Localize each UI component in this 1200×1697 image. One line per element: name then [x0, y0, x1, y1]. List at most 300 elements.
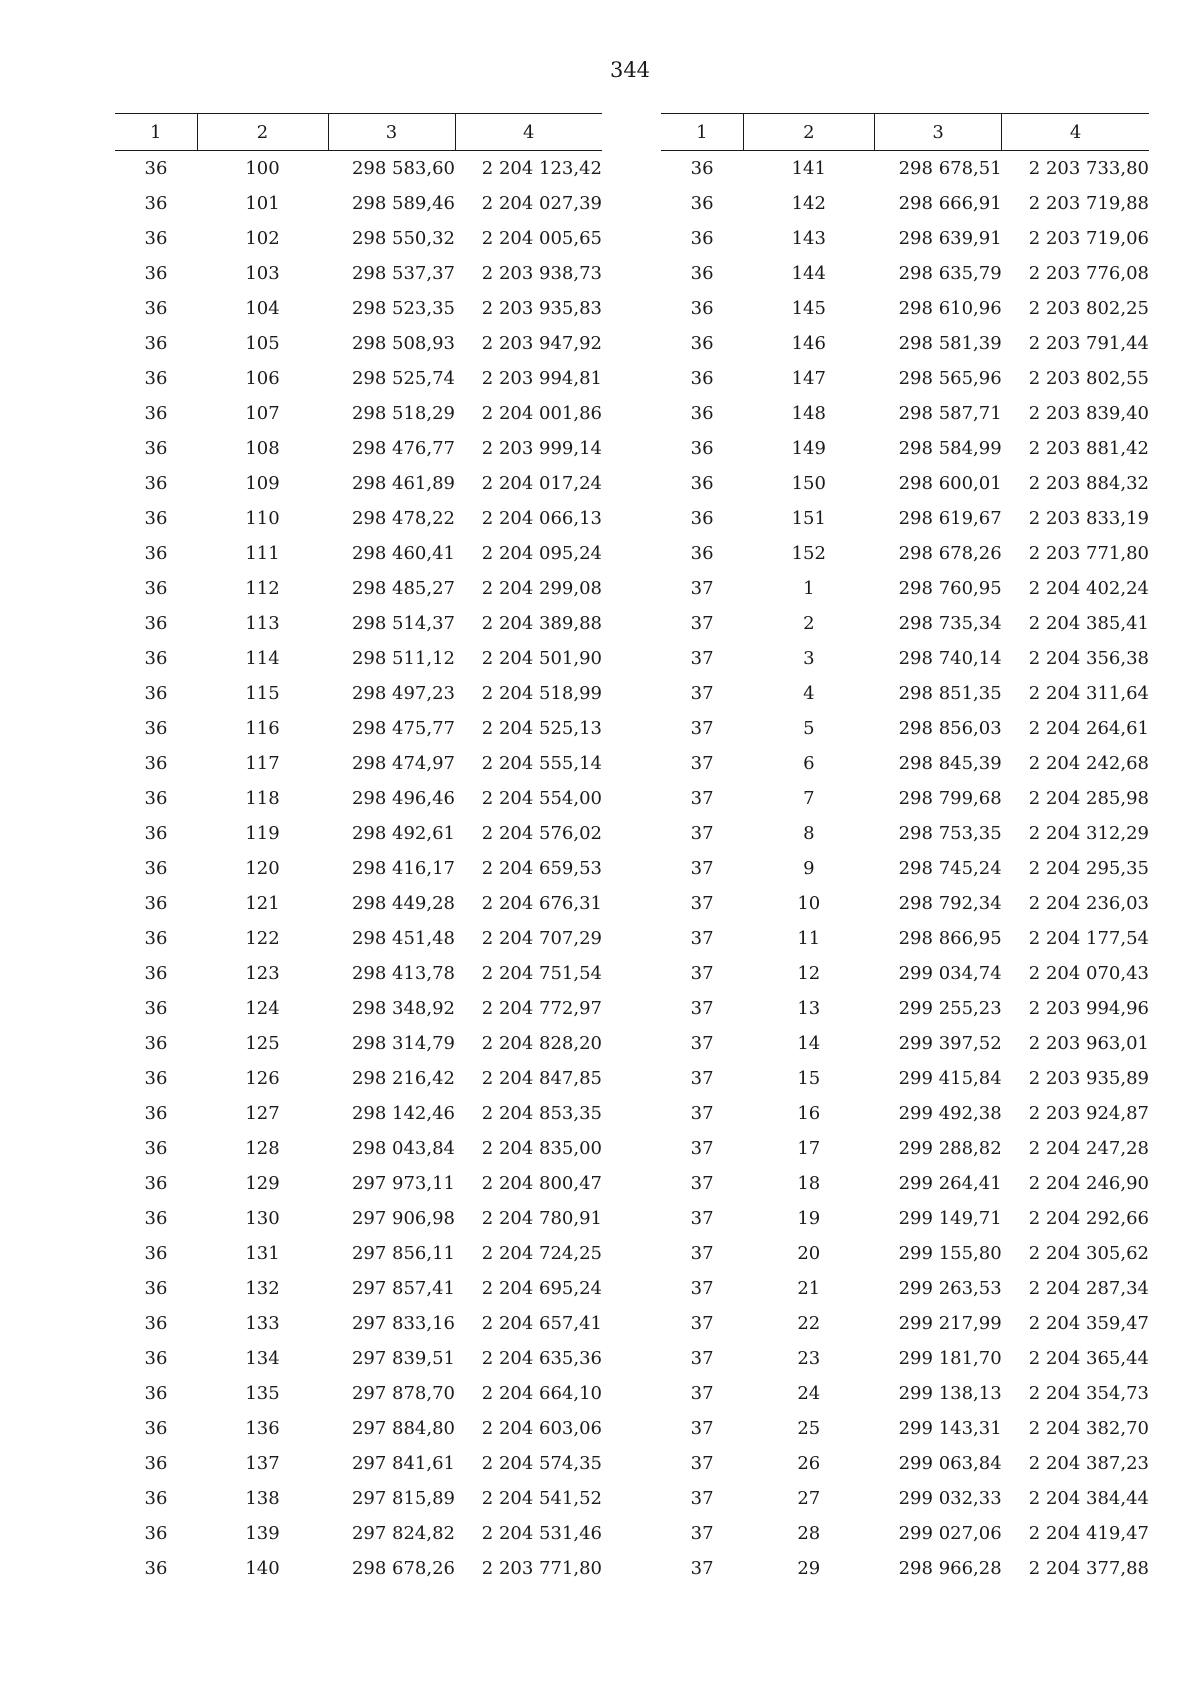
page-number: 344	[609, 58, 651, 82]
cell-col-4: 2 203 802,25	[1028, 298, 1149, 319]
cell-col-1: 36	[144, 543, 168, 564]
table-row	[661, 1551, 1149, 1586]
table-row	[115, 1236, 602, 1271]
cell-col-4: 2 204 751,54	[481, 963, 602, 984]
cell-col-2: 106	[245, 368, 280, 389]
cell-col-1: 36	[144, 473, 168, 494]
cell-col-4: 2 203 994,81	[481, 368, 602, 389]
cell-col-3: 298 461,89	[351, 473, 455, 494]
cell-col-3: 297 839,51	[351, 1348, 455, 1369]
cell-col-1: 37	[690, 998, 714, 1019]
cell-col-4: 2 203 935,83	[481, 298, 602, 319]
cell-col-4: 2 203 771,80	[481, 1558, 602, 1579]
table-row	[661, 466, 1149, 501]
cell-col-4: 2 204 005,65	[481, 228, 602, 249]
cell-col-4: 2 204 555,14	[481, 753, 602, 774]
cell-col-2: 3	[803, 648, 815, 669]
cell-col-2: 132	[245, 1278, 280, 1299]
cell-col-1: 36	[144, 928, 168, 949]
cell-col-3: 298 600,01	[898, 473, 1002, 494]
cell-col-2: 143	[791, 228, 826, 249]
table-row	[661, 571, 1149, 606]
cell-col-3: 298 845,39	[898, 753, 1002, 774]
cell-col-4: 2 204 382,70	[1028, 1418, 1149, 1439]
cell-col-2: 27	[797, 1488, 821, 1509]
cell-col-3: 298 745,24	[898, 858, 1002, 879]
table-row	[115, 851, 602, 886]
cell-col-3: 299 263,53	[898, 1278, 1002, 1299]
table-row	[115, 1376, 602, 1411]
cell-col-4: 2 204 311,64	[1028, 683, 1149, 704]
table-row	[661, 536, 1149, 571]
cell-col-3: 299 415,84	[898, 1068, 1002, 1089]
table-row	[661, 1236, 1149, 1271]
cell-col-2: 18	[797, 1173, 821, 1194]
table-row	[661, 886, 1149, 921]
cell-col-3: 298 496,46	[351, 788, 455, 809]
table-row	[115, 466, 602, 501]
cell-col-2: 5	[803, 718, 815, 739]
cell-col-1: 36	[144, 508, 168, 529]
cell-col-2: 2	[803, 613, 815, 634]
cell-col-2: 105	[245, 333, 280, 354]
cell-col-4: 2 203 935,89	[1028, 1068, 1149, 1089]
cell-col-4: 2 204 724,25	[481, 1243, 602, 1264]
cell-col-3: 298 635,79	[898, 263, 1002, 284]
cell-col-4: 2 204 177,54	[1028, 928, 1149, 949]
cell-col-1: 36	[144, 368, 168, 389]
cell-col-1: 37	[690, 1383, 714, 1404]
cell-col-2: 10	[797, 893, 821, 914]
table-row	[661, 1376, 1149, 1411]
cell-col-2: 124	[245, 998, 280, 1019]
cell-col-1: 36	[690, 193, 714, 214]
table-row	[661, 326, 1149, 361]
cell-col-4: 2 204 095,24	[481, 543, 602, 564]
cell-col-3: 299 032,33	[898, 1488, 1002, 1509]
cell-col-1: 37	[690, 1488, 714, 1509]
cell-col-1: 36	[144, 753, 168, 774]
cell-col-2: 16	[797, 1103, 821, 1124]
table-row	[115, 991, 602, 1026]
cell-col-2: 142	[791, 193, 826, 214]
table-row	[661, 1341, 1149, 1376]
cell-col-4: 2 204 385,41	[1028, 613, 1149, 634]
cell-col-4: 2 204 419,47	[1028, 1523, 1149, 1544]
cell-col-2: 151	[791, 508, 826, 529]
table-body-right	[661, 151, 1149, 1587]
cell-col-2: 152	[791, 543, 826, 564]
cell-col-3: 298 475,77	[351, 718, 455, 739]
table-row	[661, 711, 1149, 746]
table-row	[115, 1131, 602, 1166]
cell-col-1: 36	[144, 1313, 168, 1334]
cell-col-3: 298 584,99	[898, 438, 1002, 459]
cell-col-4: 2 204 800,47	[481, 1173, 602, 1194]
cell-col-2: 108	[245, 438, 280, 459]
cell-col-3: 298 474,97	[351, 753, 455, 774]
cell-col-4: 2 204 264,61	[1028, 718, 1149, 739]
cell-col-2: 121	[245, 893, 280, 914]
cell-col-3: 297 841,61	[351, 1453, 455, 1474]
cell-col-2: 117	[245, 753, 280, 774]
table-row	[661, 676, 1149, 711]
cell-col-1: 36	[144, 823, 168, 844]
cell-col-4: 2 204 780,91	[481, 1208, 602, 1229]
cell-col-4: 2 204 287,34	[1028, 1278, 1149, 1299]
cell-col-2: 122	[245, 928, 280, 949]
cell-col-4: 2 204 828,20	[481, 1033, 602, 1054]
cell-col-3: 298 348,92	[351, 998, 455, 1019]
cell-col-3: 299 138,13	[898, 1383, 1002, 1404]
cell-col-3: 299 149,71	[898, 1208, 1002, 1229]
table-row	[661, 1131, 1149, 1166]
table-row	[661, 816, 1149, 851]
cell-col-2: 126	[245, 1068, 280, 1089]
cell-col-1: 36	[690, 158, 714, 179]
cell-col-3: 298 856,03	[898, 718, 1002, 739]
cell-col-3: 298 740,14	[898, 648, 1002, 669]
table-row	[115, 151, 602, 187]
column-header-2: 2	[743, 114, 874, 151]
cell-col-4: 2 204 312,29	[1028, 823, 1149, 844]
table-row	[115, 606, 602, 641]
cell-col-1: 37	[690, 1313, 714, 1334]
cell-col-2: 123	[245, 963, 280, 984]
cell-col-2: 25	[797, 1418, 821, 1439]
cell-col-1: 37	[690, 1523, 714, 1544]
table-row	[115, 1411, 602, 1446]
table-row	[115, 1096, 602, 1131]
cell-col-3: 298 753,35	[898, 823, 1002, 844]
cell-col-4: 2 204 554,00	[481, 788, 602, 809]
cell-col-4: 2 204 387,23	[1028, 1453, 1149, 1474]
cell-col-4: 2 204 518,99	[481, 683, 602, 704]
cell-col-3: 298 449,28	[351, 893, 455, 914]
table-row	[115, 501, 602, 536]
cell-col-4: 2 204 707,29	[481, 928, 602, 949]
cell-col-2: 1	[803, 578, 815, 599]
cell-col-3: 298 866,95	[898, 928, 1002, 949]
cell-col-3: 299 288,82	[898, 1138, 1002, 1159]
cell-col-3: 298 550,32	[351, 228, 455, 249]
cell-col-2: 150	[791, 473, 826, 494]
table-row	[115, 291, 602, 326]
cell-col-2: 130	[245, 1208, 280, 1229]
cell-col-1: 36	[144, 1418, 168, 1439]
cell-col-4: 2 204 123,42	[481, 158, 602, 179]
table-header-row	[115, 114, 602, 151]
cell-col-4: 2 204 772,97	[481, 998, 602, 1019]
cell-col-1: 37	[690, 823, 714, 844]
cell-col-4: 2 204 285,98	[1028, 788, 1149, 809]
table-row	[661, 396, 1149, 431]
cell-col-3: 298 966,28	[898, 1558, 1002, 1579]
cell-col-2: 120	[245, 858, 280, 879]
cell-col-4: 2 204 501,90	[481, 648, 602, 669]
cell-col-1: 37	[690, 893, 714, 914]
cell-col-2: 128	[245, 1138, 280, 1159]
cell-col-3: 299 492,38	[898, 1103, 1002, 1124]
cell-col-1: 37	[690, 1103, 714, 1124]
cell-col-3: 298 485,27	[351, 578, 455, 599]
cell-col-3: 298 492,61	[351, 823, 455, 844]
cell-col-1: 36	[144, 963, 168, 984]
cell-col-4: 2 203 963,01	[1028, 1033, 1149, 1054]
cell-col-3: 298 678,26	[898, 543, 1002, 564]
table-row	[115, 1271, 602, 1306]
table-row	[115, 711, 602, 746]
cell-col-1: 36	[144, 1033, 168, 1054]
table-row	[115, 816, 602, 851]
cell-col-1: 36	[690, 298, 714, 319]
cell-col-1: 36	[690, 333, 714, 354]
cell-col-3: 298 518,29	[351, 403, 455, 424]
cell-col-2: 131	[245, 1243, 280, 1264]
table-row	[661, 1096, 1149, 1131]
cell-col-2: 133	[245, 1313, 280, 1334]
cell-col-3: 298 589,46	[351, 193, 455, 214]
cell-col-2: 148	[791, 403, 826, 424]
table-header-row	[661, 114, 1149, 151]
cell-col-2: 149	[791, 438, 826, 459]
cell-col-1: 36	[690, 438, 714, 459]
cell-col-1: 37	[690, 1558, 714, 1579]
table-row	[661, 221, 1149, 256]
cell-col-3: 298 610,96	[898, 298, 1002, 319]
table-row	[661, 1481, 1149, 1516]
cell-col-4: 2 203 833,19	[1028, 508, 1149, 529]
cell-col-3: 298 514,37	[351, 613, 455, 634]
cell-col-4: 2 204 236,03	[1028, 893, 1149, 914]
cell-col-3: 298 760,95	[898, 578, 1002, 599]
cell-col-4: 2 203 791,44	[1028, 333, 1149, 354]
table-row	[661, 501, 1149, 536]
cell-col-2: 119	[245, 823, 280, 844]
cell-col-3: 298 678,26	[351, 1558, 455, 1579]
cell-col-1: 36	[144, 1488, 168, 1509]
cell-col-3: 298 451,48	[351, 928, 455, 949]
cell-col-4: 2 204 402,24	[1028, 578, 1149, 599]
table-row	[661, 431, 1149, 466]
cell-col-2: 104	[245, 298, 280, 319]
cell-col-2: 137	[245, 1453, 280, 1474]
cell-col-3: 297 815,89	[351, 1488, 455, 1509]
cell-col-2: 135	[245, 1383, 280, 1404]
cell-col-2: 145	[791, 298, 826, 319]
cell-col-2: 28	[797, 1523, 821, 1544]
cell-col-4: 2 204 664,10	[481, 1383, 602, 1404]
cell-col-4: 2 203 776,08	[1028, 263, 1149, 284]
cell-col-2: 144	[791, 263, 826, 284]
table-row	[661, 1306, 1149, 1341]
cell-col-1: 37	[690, 578, 714, 599]
column-header-1: 1	[115, 114, 197, 151]
table-row	[661, 1271, 1149, 1306]
cell-col-4: 2 203 999,14	[481, 438, 602, 459]
table-row	[115, 1306, 602, 1341]
cell-col-1: 36	[144, 718, 168, 739]
cell-col-3: 297 833,16	[351, 1313, 455, 1334]
cell-col-4: 2 203 839,40	[1028, 403, 1149, 424]
cell-col-3: 298 639,91	[898, 228, 1002, 249]
cell-col-2: 26	[797, 1453, 821, 1474]
cell-col-1: 36	[690, 228, 714, 249]
cell-col-1: 36	[144, 858, 168, 879]
table-row	[115, 1516, 602, 1551]
cell-col-4: 2 204 017,24	[481, 473, 602, 494]
cell-col-1: 36	[144, 1453, 168, 1474]
cell-col-4: 2 204 001,86	[481, 403, 602, 424]
cell-col-3: 298 525,74	[351, 368, 455, 389]
cell-col-3: 297 878,70	[351, 1383, 455, 1404]
cell-col-2: 22	[797, 1313, 821, 1334]
table-row	[115, 746, 602, 781]
cell-col-3: 298 142,46	[351, 1103, 455, 1124]
table-row	[115, 1061, 602, 1096]
cell-col-2: 21	[797, 1278, 821, 1299]
table-row	[115, 956, 602, 991]
cell-col-4: 2 203 719,06	[1028, 228, 1149, 249]
cell-col-1: 36	[690, 368, 714, 389]
cell-col-2: 136	[245, 1418, 280, 1439]
cell-col-1: 36	[144, 683, 168, 704]
cell-col-2: 140	[245, 1558, 280, 1579]
table-row	[661, 956, 1149, 991]
table-row	[115, 326, 602, 361]
cell-col-1: 36	[690, 543, 714, 564]
cell-col-1: 36	[144, 263, 168, 284]
cell-col-4: 2 203 881,42	[1028, 438, 1149, 459]
cell-col-2: 15	[797, 1068, 821, 1089]
cell-col-1: 36	[144, 1208, 168, 1229]
cell-col-4: 2 203 802,55	[1028, 368, 1149, 389]
cell-col-3: 298 460,41	[351, 543, 455, 564]
table-row	[661, 1061, 1149, 1096]
cell-col-1: 36	[690, 473, 714, 494]
table-row	[115, 641, 602, 676]
cell-col-3: 299 143,31	[898, 1418, 1002, 1439]
table-row	[661, 151, 1149, 187]
table-row	[661, 851, 1149, 886]
cell-col-1: 36	[144, 403, 168, 424]
cell-col-4: 2 204 292,66	[1028, 1208, 1149, 1229]
cell-col-2: 20	[797, 1243, 821, 1264]
table-row	[115, 676, 602, 711]
cell-col-4: 2 204 389,88	[481, 613, 602, 634]
cell-col-3: 297 906,98	[351, 1208, 455, 1229]
cell-col-4: 2 204 531,46	[481, 1523, 602, 1544]
table-row	[115, 1446, 602, 1481]
cell-col-1: 36	[144, 298, 168, 319]
cell-col-3: 298 523,35	[351, 298, 455, 319]
cell-col-3: 299 264,41	[898, 1173, 1002, 1194]
cell-col-2: 107	[245, 403, 280, 424]
cell-col-2: 139	[245, 1523, 280, 1544]
cell-col-1: 36	[144, 438, 168, 459]
table-row	[661, 991, 1149, 1026]
cell-col-4: 2 204 853,35	[481, 1103, 602, 1124]
cell-col-1: 37	[690, 1418, 714, 1439]
cell-col-2: 23	[797, 1348, 821, 1369]
cell-col-4: 2 204 295,35	[1028, 858, 1149, 879]
cell-col-1: 37	[690, 613, 714, 634]
cell-col-1: 37	[690, 1208, 714, 1229]
cell-col-3: 299 063,84	[898, 1453, 1002, 1474]
cell-col-4: 2 204 525,13	[481, 718, 602, 739]
table-row	[661, 1446, 1149, 1481]
cell-col-4: 2 204 377,88	[1028, 1558, 1149, 1579]
table-row	[661, 186, 1149, 221]
table-row	[115, 431, 602, 466]
cell-col-4: 2 204 247,28	[1028, 1138, 1149, 1159]
cell-col-4: 2 204 574,35	[481, 1453, 602, 1474]
cell-col-4: 2 204 359,47	[1028, 1313, 1149, 1334]
cell-col-2: 29	[797, 1558, 821, 1579]
cell-col-2: 109	[245, 473, 280, 494]
cell-col-2: 14	[797, 1033, 821, 1054]
cell-col-1: 37	[690, 858, 714, 879]
cell-col-3: 298 314,79	[351, 1033, 455, 1054]
cell-col-4: 2 204 354,73	[1028, 1383, 1149, 1404]
cell-col-1: 36	[144, 1558, 168, 1579]
cell-col-3: 298 043,84	[351, 1138, 455, 1159]
cell-col-4: 2 204 576,02	[481, 823, 602, 844]
cell-col-1: 36	[690, 508, 714, 529]
cell-col-3: 297 884,80	[351, 1418, 455, 1439]
cell-col-4: 2 204 027,39	[481, 193, 602, 214]
cell-col-3: 298 497,23	[351, 683, 455, 704]
cell-col-2: 101	[245, 193, 280, 214]
cell-col-3: 298 413,78	[351, 963, 455, 984]
cell-col-1: 36	[144, 1348, 168, 1369]
cell-col-2: 125	[245, 1033, 280, 1054]
cell-col-1: 37	[690, 1068, 714, 1089]
cell-col-4: 2 204 365,44	[1028, 1348, 1149, 1369]
table-row	[115, 1026, 602, 1061]
cell-col-4: 2 203 938,73	[481, 263, 602, 284]
cell-col-4: 2 204 695,24	[481, 1278, 602, 1299]
table-row	[115, 221, 602, 256]
cell-col-4: 2 204 659,53	[481, 858, 602, 879]
cell-col-2: 7	[803, 788, 815, 809]
table-row	[661, 1411, 1149, 1446]
cell-col-2: 102	[245, 228, 280, 249]
cell-col-2: 17	[797, 1138, 821, 1159]
cell-col-2: 118	[245, 788, 280, 809]
cell-col-1: 37	[690, 963, 714, 984]
cell-col-1: 37	[690, 1243, 714, 1264]
cell-col-2: 134	[245, 1348, 280, 1369]
cell-col-4: 2 204 242,68	[1028, 753, 1149, 774]
coordinates-table-left	[115, 113, 602, 1586]
table-row	[115, 396, 602, 431]
column-header-3: 3	[328, 114, 455, 151]
cell-col-1: 37	[690, 1173, 714, 1194]
cell-col-2: 116	[245, 718, 280, 739]
cell-col-3: 298 583,60	[351, 158, 455, 179]
column-header-4: 4	[455, 114, 602, 151]
table-row	[661, 606, 1149, 641]
cell-col-1: 36	[144, 578, 168, 599]
cell-col-2: 115	[245, 683, 280, 704]
cell-col-1: 37	[690, 1453, 714, 1474]
table-body-left	[115, 151, 602, 1587]
cell-col-1: 37	[690, 718, 714, 739]
cell-col-3: 299 034,74	[898, 963, 1002, 984]
table-row	[115, 186, 602, 221]
cell-col-4: 2 204 603,06	[481, 1418, 602, 1439]
